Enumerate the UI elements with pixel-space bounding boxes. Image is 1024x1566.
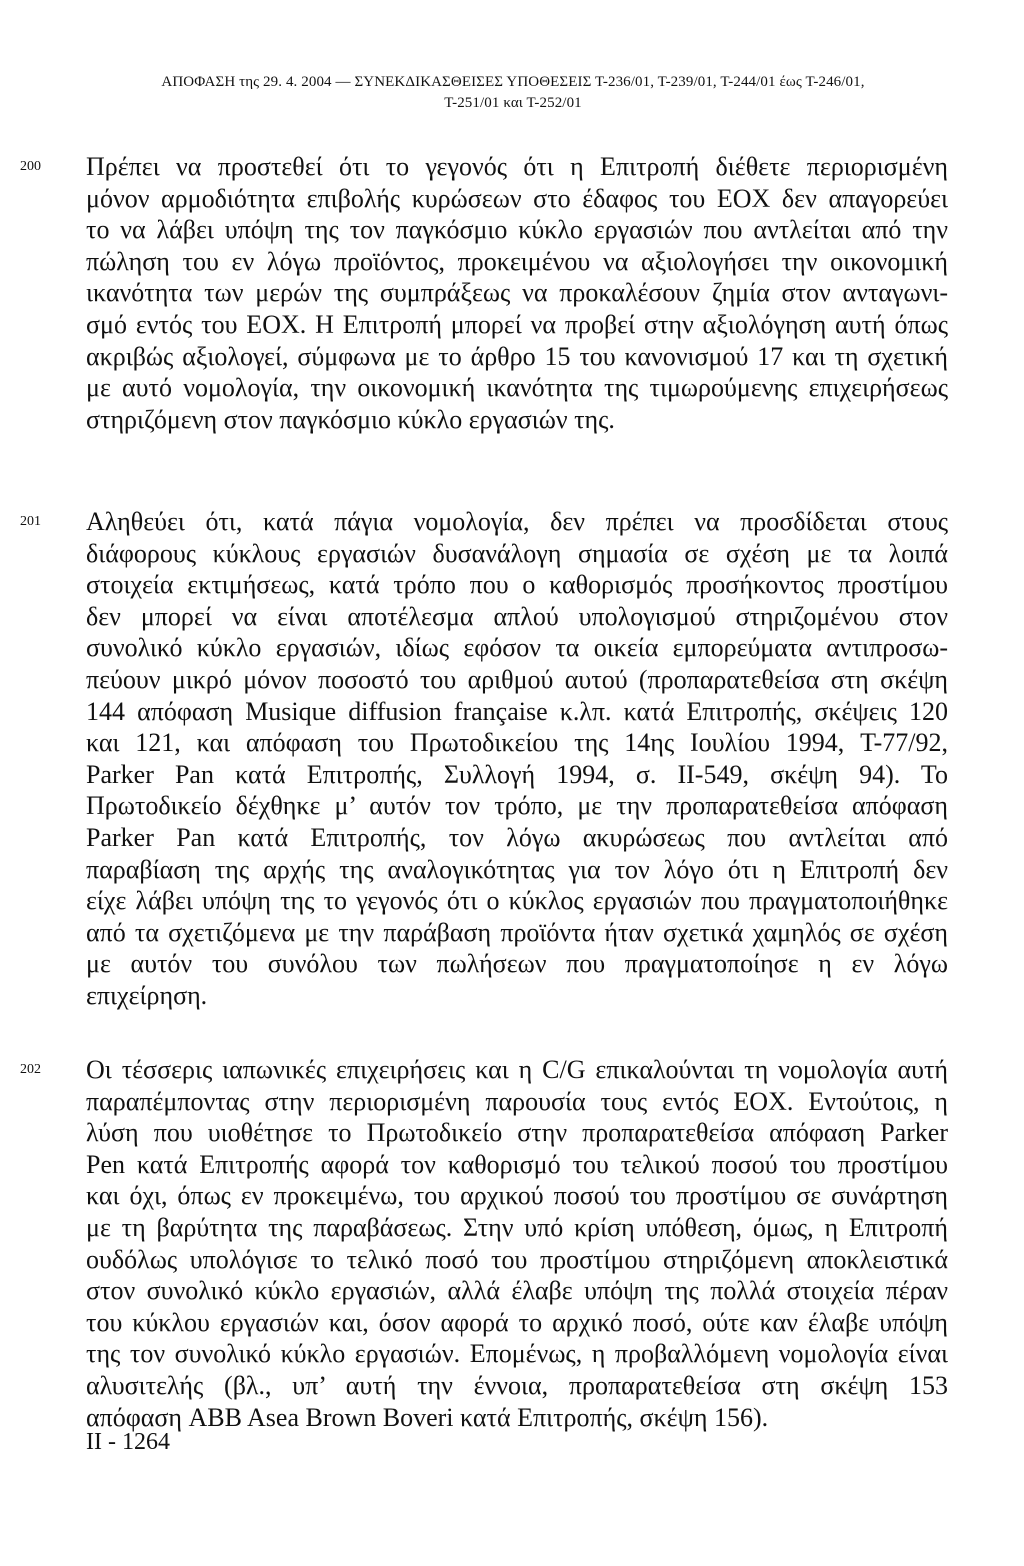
- text-line: σμό εντός του ΕΟΧ. Η Επιτροπή μπορεί να προβεί στην αξιολόγηση αυτή όπως: [86, 309, 948, 339]
- text-line: είχε λάβει υπόψη της το γεγονός ότι ο κύκλος εργασιών που πραγματοποιήθηκε: [86, 886, 948, 916]
- text-line: και 121, και απόφαση του Πρωτοδικείου της 14ης Ιουλίου 1994, T-77/92,: [86, 728, 948, 758]
- paragraph-text: [86, 506, 948, 1012]
- text-line: ικανότητα των μερών της συμπράξεως να προκαλέσουν ζημία στον ανταγωνι-: [86, 278, 948, 308]
- text-line: Πρέπει να προστεθεί ότι το γεγονός ότι η Επιτροπή διέθετε περιορισμένη: [86, 152, 948, 181]
- text-line: λύση που υιοθέτησε το Πρωτοδικείο στην προπαρατεθείσα απόφαση Parker: [86, 1118, 948, 1148]
- text-line: διάφορους κύκλους εργασιών δυσανάλογη σημασία σε σχέση με τα λοιπά: [86, 538, 948, 568]
- text-line: ακριβώς αξιολογεί, σύμφωνα με το άρθρο 15 του κανονισμού 17 και τη σχετική: [86, 341, 948, 371]
- text-line: της τον συνολικό κύκλο εργασιών. Επομένως, η προβαλλόμενη νομολογία είναι: [86, 1339, 948, 1369]
- text-line: αλυσιτελής (βλ., υπ’ αυτή την έννοια, προπαρατεθείσα στη σκέψη 153: [86, 1370, 948, 1400]
- paragraph-202: [20, 1054, 948, 1433]
- text-line: Parker Pan κατά Επιτροπής, Συλλογή 1994, σ. II-549, σκέψη 94). Το: [86, 759, 948, 789]
- paragraph-number: 201: [20, 514, 41, 529]
- text-line: παραπέμποντας στην περιορισμένη παρουσία τους εντός ΕΟΧ. Εντούτοις, η: [86, 1086, 948, 1116]
- running-header: [82, 72, 944, 114]
- text-line: Parker Pan κατά Επιτροπής, τον λόγω ακυρώσεως που αντλείται από: [86, 822, 948, 852]
- page-number: II - 1264: [86, 1429, 170, 1455]
- paragraph-200: [20, 151, 948, 435]
- running-header-line-2: Τ-251/01 και Τ-252/01: [444, 95, 582, 111]
- paragraph-201: [20, 506, 948, 1012]
- paragraph-number: 200: [20, 159, 41, 174]
- text-line: επιχείρηση.: [86, 980, 208, 1010]
- text-line: το να λάβει υπόψη της τον παγκόσμιο κύκλο εργασιών που αντλείται από την: [86, 215, 948, 245]
- text-line: από τα σχετιζόμενα με την παράβαση προϊόντα ήταν σχετικά χαμηλός σε σχέση: [86, 917, 948, 947]
- text-line: στον συνολικό κύκλο εργασιών, αλλά έλαβε υπόψη της πολλά στοιχεία πέραν: [86, 1276, 948, 1306]
- paragraph-number: 202: [20, 1062, 41, 1077]
- text-line: δεν μπορεί να είναι αποτέλεσμα απλού υπολογισμού στηριζομένου στον: [86, 601, 948, 631]
- text-line: Αληθεύει ότι, κατά πάγια νομολογία, δεν πρέπει να προσδίδεται στους: [86, 507, 948, 536]
- text-line: απόφαση ABB Asea Brown Boveri κατά Επιτροπής, σκέψη 156).: [86, 1402, 769, 1432]
- paragraph-text: [86, 1054, 948, 1433]
- text-line: με αυτόν του συνόλου των πωλήσεων που πραγματοποίησε η εν λόγω: [86, 949, 948, 979]
- text-line: παραβίαση της αρχής της αναλογικότητας για τον λόγο ότι η Επιτροπή δεν: [86, 854, 948, 884]
- text-line: στοιχεία εκτιμήσεως, κατά τρόπο που ο καθορισμός προσήκοντος προστίμου: [86, 570, 948, 600]
- text-line: του κύκλου εργασιών και, όσον αφορά το αρχικό ποσό, ούτε καν έλαβε υπόψη: [86, 1307, 948, 1337]
- text-line: ουδόλως υπολόγισε το τελικό ποσό του προστίμου στηριζόμενη αποκλειστικά: [86, 1244, 948, 1274]
- text-line: Οι τέσσερις ιαπωνικές επιχειρήσεις και η C/G επικαλούνται τη νομολογία αυτή: [86, 1055, 948, 1084]
- text-line: με τη βαρύτητα της παραβάσεως. Στην υπό κρίση υπόθεση, όμως, η Επιτροπή: [86, 1212, 948, 1242]
- text-line: μόνον αρμοδιότητα επιβολής κυρώσεων στο έδαφος του ΕΟΧ δεν απαγορεύει: [86, 183, 948, 213]
- text-line: με αυτό νομολογία, την οικονομική ικανότητα της τιμωρούμενης επιχειρήσεως: [86, 373, 948, 403]
- text-line: Pen κατά Επιτροπής αφορά τον καθορισμό του τελικού ποσού του προστίμου: [86, 1149, 948, 1179]
- text-line: πώληση του εν λόγω προϊόντος, προκειμένου να αξιολογήσει την οικονομική: [86, 246, 948, 276]
- paragraph-text: [86, 151, 948, 435]
- text-line: πεύουν μικρό μόνον ποσοστό του αριθμού αυτού (προπαρατεθείσα στη σκέψη: [86, 664, 948, 694]
- text-line: Πρωτοδικείο δέχθηκε μ’ αυτόν τον τρόπο, με την προπαρατεθείσα απόφαση: [86, 791, 948, 821]
- text-line: στηριζόμενη στον παγκόσμιο κύκλο εργασιών της.: [86, 404, 615, 434]
- running-header-line-1: ΑΠΟΦΑΣΗ της 29. 4. 2004 — ΣΥΝΕΚΔΙΚΑΣΘΕΙΣΕΣ ΥΠΟΘΕΣΕΙΣ Τ-236/01, Τ-239/01, Τ-244/01 έως Τ-246/01,: [161, 74, 865, 90]
- text-line: συνολικό κύκλο εργασιών, ιδίως εφόσον τα οικεία εμπορεύματα αντιπροσω-: [86, 633, 948, 663]
- text-line: 144 απόφαση Musique diffusion française κ.λπ. κατά Επιτροπής, σκέψεις 120: [86, 696, 948, 726]
- text-line: και όχι, όπως εν προκειμένω, του αρχικού ποσού του προστίμου σε συνάρτηση: [86, 1181, 948, 1211]
